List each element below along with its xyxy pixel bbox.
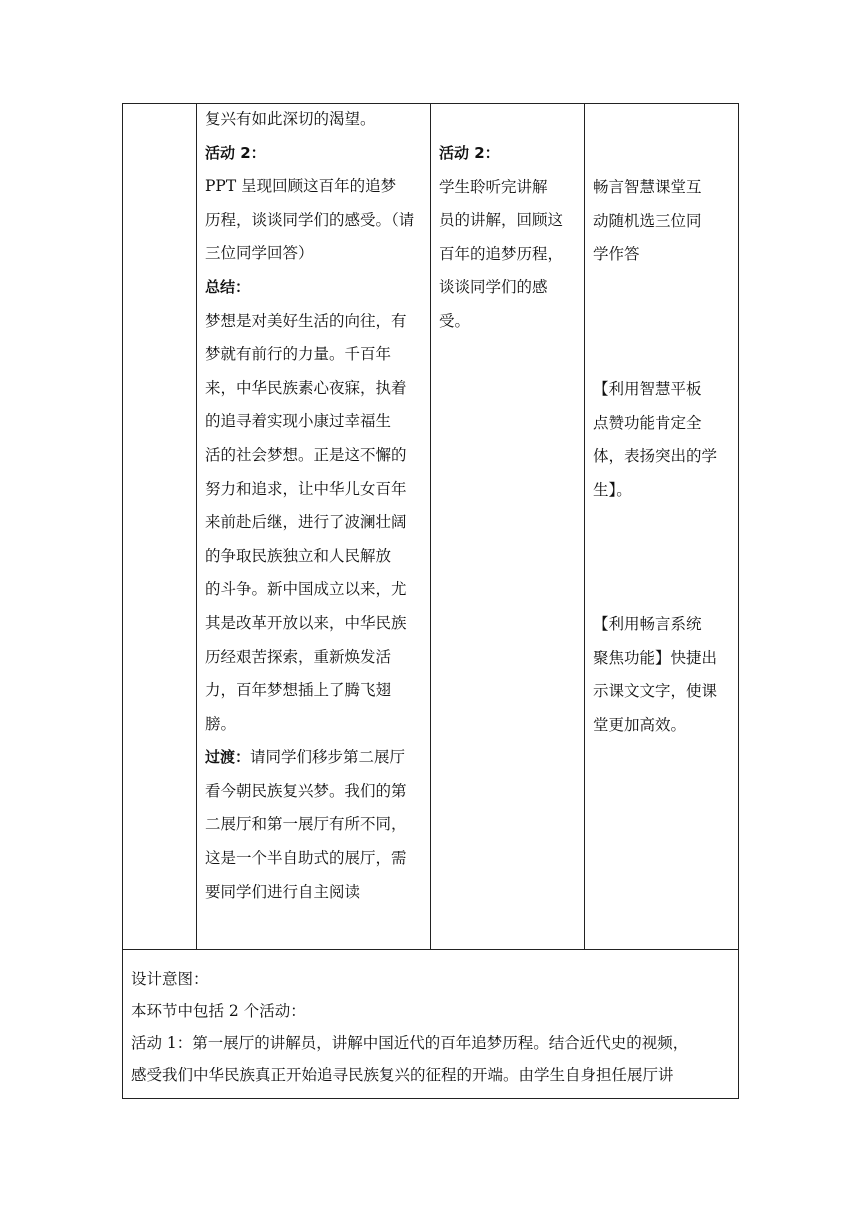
text-line: 活动 1：第一展厅的讲解员，讲解中国近代的百年追梦历程。结合近代史的视频， [131,1034,689,1052]
text-line: 百年的追梦历程， [439,244,564,263]
table-left-border [122,103,123,1099]
text-line: 二展厅和第一展厅有所不同， [205,815,407,834]
table-row-divider [122,949,739,950]
text-line: 梦就有前行的力量。千百年 [205,345,392,364]
tech-note-block-2 [593,373,737,507]
text-line: 力，百年梦想插上了腾飞翅 [205,681,392,700]
text-line: 感受我们中华民族真正开始追寻民族复兴的征程的开端。由学生自身担任展厅讲 [131,1066,674,1084]
activity-2-label: 活动 2： [205,143,266,162]
text-line: 本环节中包括 2 个活动： [131,1002,306,1020]
table-bottom-border [122,1098,739,1099]
design-heading: 设计意图： [131,970,209,988]
text-line: 的斗争。新中国成立以来，尤 [205,580,407,599]
text-line: 示课文文字，使课 [593,682,718,701]
text-line: 历程，谈谈同学们的感受。（请 [205,210,415,229]
text-line: 梦想是对美好生活的向往，有 [205,311,407,330]
teacher-activity-cell [205,103,429,909]
student-activity-cell [439,137,583,339]
transition-label: 过渡： [205,748,251,767]
text-line: 活的社会梦想。正是这不懈的 [205,445,407,464]
table-right-border [738,103,739,1099]
text-line: 堂更加高效。 [593,715,687,734]
text-line: 来，中华民族素心夜寐，执着 [205,378,407,397]
design-intent-cell [131,963,737,1091]
text-line: 动随机选三位同 [593,211,702,230]
text-line: PPT 呈现回顾这百年的追梦 [205,177,397,196]
text-line: 点赞功能肯定全 [593,413,702,432]
text-line: 受。 [439,311,471,330]
text-line: 膀。 [205,714,237,733]
text-line: 畅言智慧课堂互 [593,178,702,196]
text-line: 来前赴后继，进行了波澜壮阔 [205,513,407,532]
text-line: 要同学们进行自主阅读 [205,882,361,901]
activity-2-label: 活动 2： [439,144,500,162]
transition-line [205,741,429,775]
text-line: 【利用智慧平板 [593,380,702,398]
text-line: 员的讲解，回顾这 [439,211,564,230]
text-line: 看今朝民族复兴梦。我们的第 [205,781,407,800]
text-line: 三位同学回答） [205,244,314,263]
column-divider-3 [584,103,585,949]
summary-label: 总结： [205,277,251,296]
text-line: 【利用畅言系统 [593,615,702,633]
text-line: 历经艰苦探索，重新焕发活 [205,647,392,666]
text-line: 生】。 [593,480,632,499]
text-line: 复兴有如此深切的渴望。 [205,110,376,128]
text-line: 聚焦功能】快捷出 [593,648,718,667]
text-line: 其是改革开放以来，中华民族 [205,613,407,632]
text-line: 的争取民族独立和人民解放 [205,546,392,565]
text-line: 学作答 [593,245,640,264]
text-line: 学生聆听完讲解 [439,177,548,196]
text-line: 体，表扬突出的学 [593,447,718,466]
column-divider-1 [196,103,197,949]
text-line: 的追寻着实现小康过幸福生 [205,412,392,431]
tech-note-block-1 [593,171,737,272]
column-divider-2 [430,103,431,949]
tech-note-block-3 [593,608,737,742]
text-line: 这是一个半自助式的展厅，需 [205,849,407,868]
transition-text: 请同学们移步第二展厅 [250,748,406,767]
text-line: 谈谈同学们的感 [439,278,548,297]
text-line: 努力和追求，让中华儿女百年 [205,479,407,498]
